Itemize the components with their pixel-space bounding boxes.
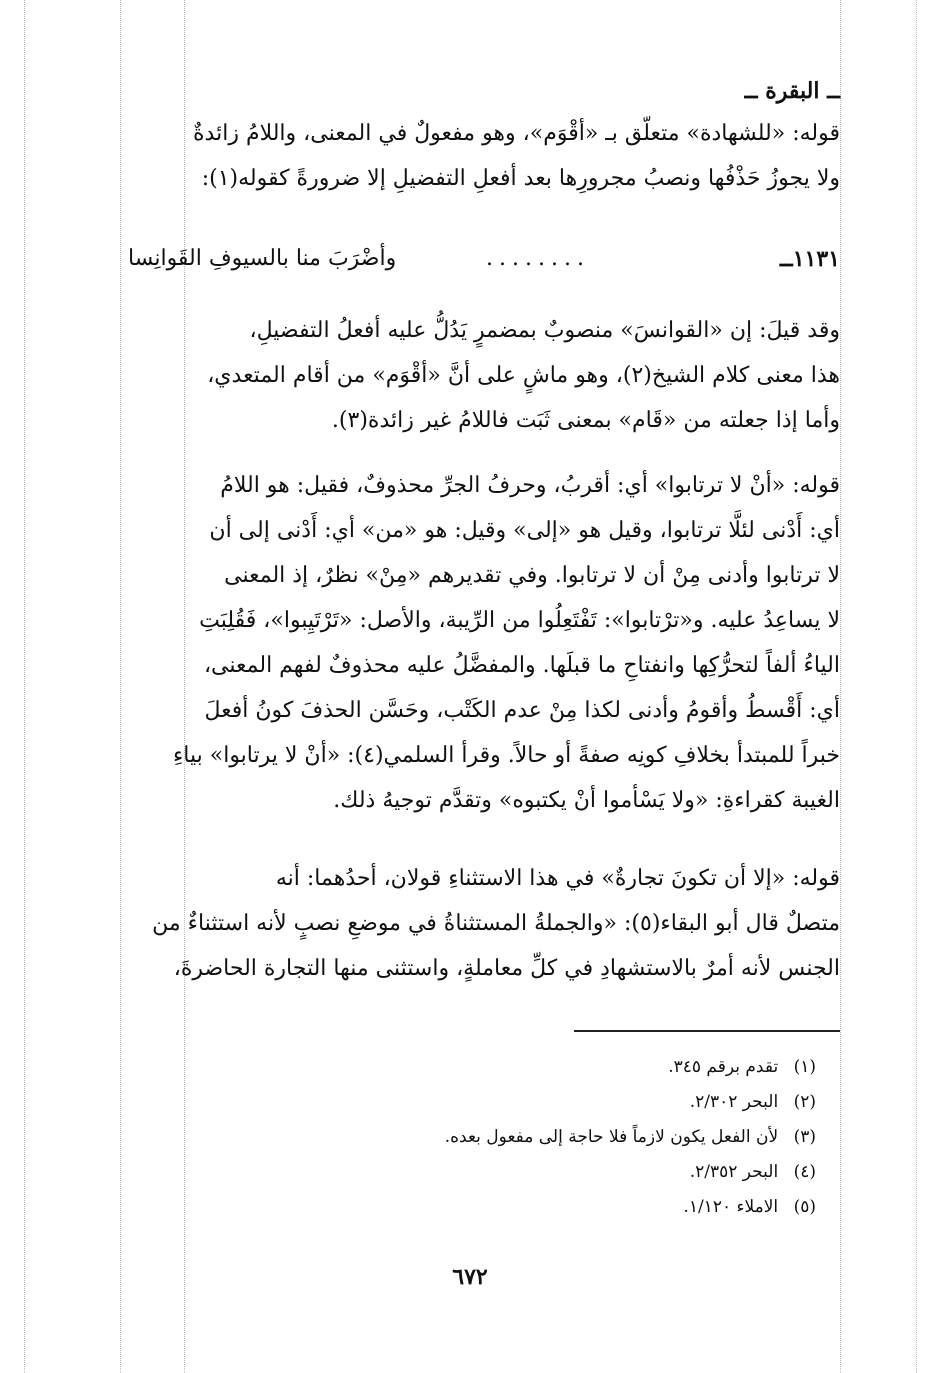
footnote-number: (٣) <box>793 1127 816 1147</box>
scan-guide-line <box>840 0 841 1373</box>
verse-hemistich: وأضْرَبَ منا بالسيوفِ القَوانِسا <box>128 246 397 271</box>
page-number: ٦٧٢ <box>452 1264 488 1290</box>
footnote-text: البحر ٢/٣٥٢. <box>689 1162 779 1182</box>
footnote-number: (٤) <box>793 1162 816 1182</box>
text-line: وقد قيلَ: إن «القوانسَ» منصوبٌ بمضمرٍ يَدُلُّ عليه أفعلُ التفضيلِ، <box>249 318 840 343</box>
footnote-text: لأن الفعل يكون لازماً فلا حاجة إلى مفعول بعده. <box>444 1127 779 1147</box>
paragraph <box>128 856 840 991</box>
text-line: قوله: «أنْ لا ترتابوا» أي: أقربُ، وحرفُ الجرِّ محذوفٌ، فقيل: هو اللامُ <box>220 473 840 498</box>
text-line: وأما إذا جعلته من «قَام» بمعنى ثَبَت فاللامُ غير زائدة(٣). <box>331 408 840 433</box>
scan-guide-line <box>120 0 121 1373</box>
verse-number: ١١٣١ــ <box>779 246 840 272</box>
scan-guide-line <box>916 0 917 1373</box>
footnote-text: الاملاء ١/١٢٠. <box>683 1197 779 1217</box>
text-line: متصلٌ قال أبو البقاء(٥): «والجملةُ المستثناةُ في موضعِ نصبٍ لأنه استثناءٌ من <box>152 911 840 936</box>
text-line: قوله: «للشهادة» متعلّق بـ «أقْوَم»، وهو مفعولٌ في المعنى، واللامُ زائدةٌ <box>193 121 840 146</box>
footnotes <box>216 1050 816 1225</box>
footnote-text: تقدم برقم ٣٤٥. <box>668 1057 779 1077</box>
text-line: قوله: «إلا أن تكونَ تجارةٌ» في هذا الاستثناءِ قولان، أحدُهما: أنه <box>275 866 840 891</box>
footnote <box>216 1120 816 1155</box>
footnote-number: (١) <box>793 1057 816 1077</box>
text-line: أي: أَقْسطُ وأقومُ وأدنى لكذا مِنْ عدم الكَتْب، وحَسَّن الحذفَ كونُ أفعلَ <box>204 698 840 723</box>
paragraph <box>128 463 840 823</box>
text-line: خبراً للمبتدأ بخلافِ كونِه صفةً أو حالاً. وقرأ السلمي(٤): «أنْ لا يرتابوا» بياءِ <box>172 743 840 768</box>
text-line: لا يساعِدُ عليه. و«ترْتابوا»: تَفْتَعِلُوا من الرِّيبة، والأصل: «تَرْتَيِبوا»، فَقُلِبَتِ <box>199 608 840 633</box>
poetry-verse <box>128 240 840 285</box>
scan-guide-line <box>24 0 25 1373</box>
text-line: ولا يجوزُ حَذْفُها ونصبُ مجرورِها بعد أفعلِ التفضيلِ إلا ضرورةً كقوله(١): <box>201 166 840 191</box>
text-line: الياءُ ألفاً لتحرُّكِها وانفتاحِ ما قبلَها. والمفضَّلُ عليه محذوفٌ لفهم المعنى، <box>203 653 840 678</box>
footnote <box>216 1085 816 1120</box>
text-line: لا ترتابوا وأدنى مِنْ أن لا ترتابوا. وفي تقديرهم «مِنْ» نظرٌ، إذ المعنى <box>224 563 840 588</box>
text-line: الغيبة كقراءةِ: «ولا يَسْأموا أنْ يكتبوه» وتقدَّم توجيهُ ذلك. <box>333 788 840 813</box>
text-line: أي: أَدْنى لئلَّا ترتابوا، وقيل هو «إلى» وقيل: هو «من» أي: أَدْنى إلى أن <box>209 518 840 543</box>
footnote-number: (٢) <box>793 1092 816 1112</box>
verse-ellipsis: ........ <box>486 246 590 271</box>
text-line: هذا معنى كلام الشيخ(٢)، وهو ماشٍ على أنَّ «أقْوَم» من أقام المتعدي، <box>207 363 840 388</box>
paragraph <box>128 308 840 443</box>
footnote <box>216 1190 816 1225</box>
footnote <box>216 1050 816 1085</box>
footnote-divider <box>574 1030 840 1032</box>
paragraph <box>128 111 840 201</box>
running-head: ــ البقرة ــ <box>744 78 840 104</box>
footnote-number: (٥) <box>793 1197 816 1217</box>
footnote-text: البحر ٢/٣٠٢. <box>689 1092 779 1112</box>
footnote <box>216 1155 816 1190</box>
text-line: الجنس لأنه أمرٌ بالاستشهادِ في كلِّ معاملةٍ، واستثنى منها التجارة الحاضرةَ، <box>173 956 840 981</box>
